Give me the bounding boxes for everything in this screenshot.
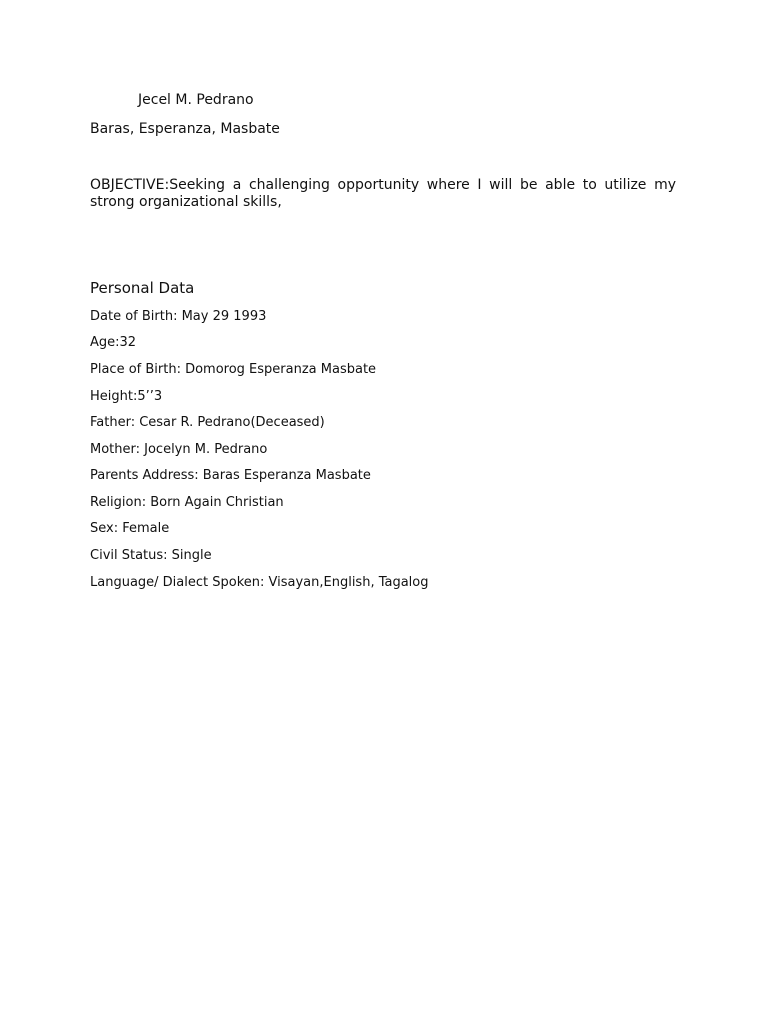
field-sex: Sex: Female — [90, 521, 170, 536]
field-place-of-birth: Place of Birth: Domorog Esperanza Masbate — [90, 362, 377, 377]
applicant-address: Baras, Esperanza, Masbate — [90, 121, 280, 137]
field-mother: Mother: Jocelyn M. Pedrano — [90, 442, 268, 457]
field-parents-address: Parents Address: Baras Esperanza Masbate — [90, 468, 371, 483]
field-father: Father: Cesar R. Pedrano(Deceased) — [90, 415, 325, 430]
field-height: Height:5’’3 — [90, 389, 163, 404]
field-language-dialect: Language/ Dialect Spoken: Visayan,English, Tagalog — [90, 575, 429, 590]
objective-statement: OBJECTIVE:Seeking a challenging opportunity where I will be able to utilize my strong organizational skills, — [90, 177, 676, 210]
field-age: Age:32 — [90, 335, 137, 350]
field-religion: Religion: Born Again Christian — [90, 495, 284, 510]
field-date-of-birth: Date of Birth: May 29 1993 — [90, 309, 267, 324]
field-civil-status: Civil Status: Single — [90, 548, 212, 563]
personal-data-heading: Personal Data — [90, 279, 195, 297]
applicant-name: Jecel M. Pedrano — [138, 92, 254, 108]
